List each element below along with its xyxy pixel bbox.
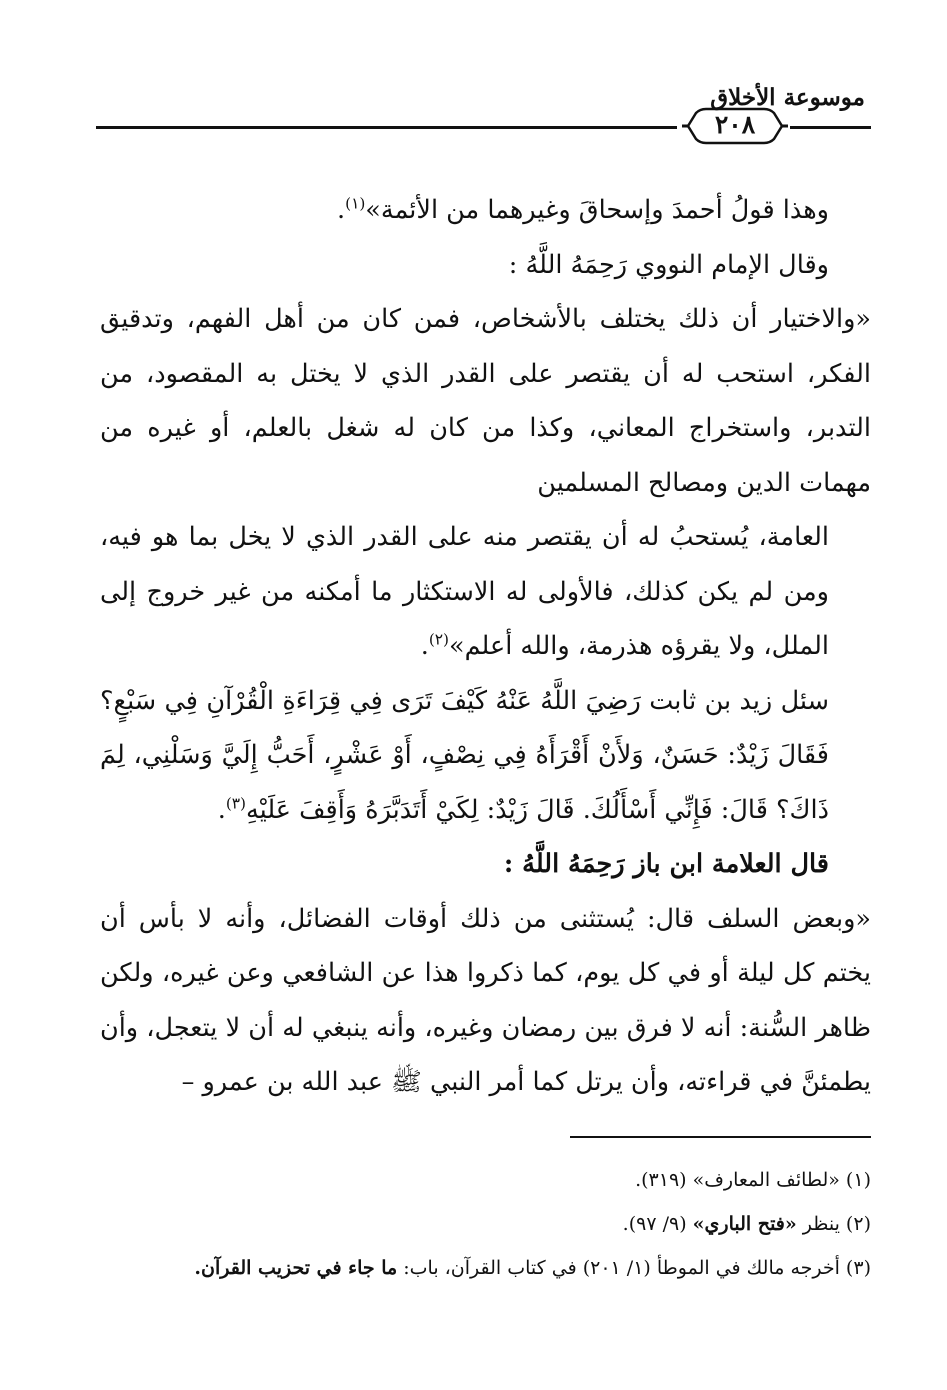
page-number: ٢٠٨ [714, 110, 756, 139]
footnotes [90, 1158, 871, 1290]
header-rule-left [96, 126, 677, 129]
footnote-2 [90, 1202, 871, 1246]
footnote-1: (١) «لطائف المعارف» (٣١٩). [635, 1169, 871, 1191]
page-number-frame [680, 107, 790, 145]
paragraph-2: وقال الإمام النووي رَحِمَهُ اللَّهُ : [508, 249, 829, 280]
paragraph-4-text: العامة، يُستحبُ له أن يقتصر منه على القدر الذي لا يخل بما هو فيه، ومن لم يكن كذلك، فالأولى له الاستكثار ما أمكنه من غير خروج إلى الملل، ولا يقرؤه هذرمة، والله أعلم» [100, 522, 829, 661]
paragraph-3: «والاختيار أن ذلك يختلف بالأشخاص، فمن كان من أهل الفهم، وتدقيق الفكر، استحب له أن يقتصر على القدر الذي لا يختل به المقصود، من التدبر، واستخراج المعاني، وكذا من كان له شغل بالعلم، أو غيره من مهمات الدين ومصالح المسلمين [100, 304, 871, 498]
paragraph-6-heading: قال العلامة ابن باز رَحِمَهُ اللَّهُ : [503, 849, 829, 879]
paragraph-7: «وبعض السلف قال: يُستثنى من ذلك أوقات الفضائل، وأنه لا بأس أن يختم كل ليلة أو في كل يوم، كما ذكروا هذا عن الشافعي وعن غيره، ولكن ظاهر السُّنة: أنه لا فرق بين رمضان وغيره، وأنه ينبغي له أن لا يتعجل، وأن يطمئنَّ في قراءته، وأن يرتل كما أمر النبي ﷺ عبد الله بن عمرو – [100, 903, 871, 1097]
footnote-2-suffix: (٩/ ٩٧). [622, 1213, 693, 1235]
footnote-ref-2: (٢) [428, 630, 449, 649]
paragraph-5-end: . [217, 794, 226, 825]
paragraph-1-end: . [337, 195, 346, 225]
footnote-2-source: «فتح الباري» [692, 1213, 797, 1235]
footnote-3-prefix: (٣) أخرجه مالك في الموطأ (١/ ٢٠١) في كتاب القرآن، باب: [397, 1257, 871, 1279]
paragraph-4 [100, 510, 871, 674]
book-title: موسوعة الأخلاق [710, 84, 865, 111]
paragraph-5 [100, 674, 871, 838]
footnote-ref-1: (١) [345, 194, 366, 213]
footnote-ref-3: (٣) [225, 794, 246, 812]
paragraph-1-text: وهذا قولُ أحمدَ وإسحاقَ وغيرهما من الأئمة» [365, 195, 829, 225]
main-text [100, 183, 871, 1110]
footnote-separator [570, 1136, 871, 1138]
header-rule-right [790, 126, 871, 129]
paragraph-4-end: . [420, 631, 429, 661]
footnote-3-chapter: ما جاء في تحزيب القرآن. [194, 1257, 398, 1279]
paragraph-1 [100, 183, 871, 238]
footnote-3 [90, 1246, 871, 1290]
footnote-2-prefix: (٢) ينظر [796, 1213, 871, 1235]
paragraph-5-text: سئل زيد بن ثابت رَضِيَ اللَّهُ عَنْهُ كَيْفَ تَرَى فِي قِرَاءَةِ الْقُرْآنِ فِي سَبْعٍ؟ فَقَالَ زَيْدٌ: حَسَنٌ، وَلأَنْ أَقْرَأَهُ فِي نِصْفٍ، أَوْ عَشْرٍ، أَحَبُّ إِلَيَّ وَسَلْنِي، لِمَ ذَاكَ؟ قَالَ: فَإِنِّي أَسْأَلُكَ. قَالَ زَيْدٌ: لِكَيْ أَتَدَبَّرَهُ وَأَقِفَ عَلَيْهِ [100, 685, 829, 825]
